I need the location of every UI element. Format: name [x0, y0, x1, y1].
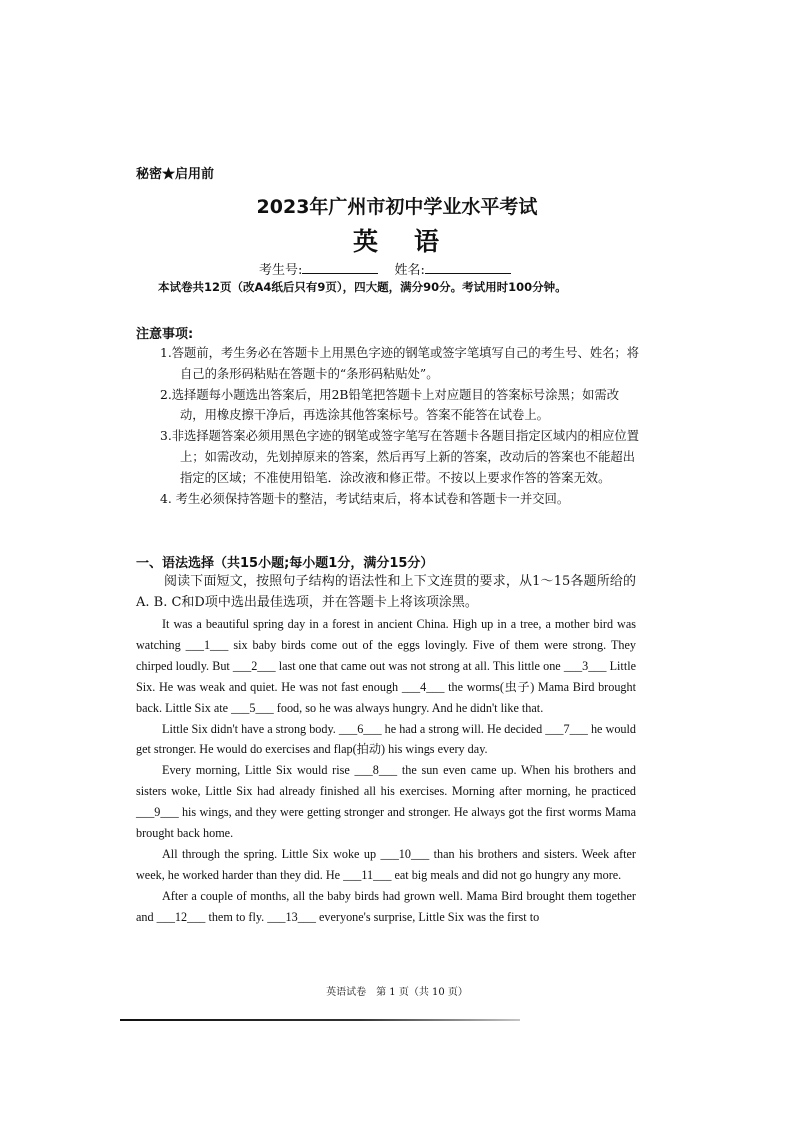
exam-title: 2023年广州市初中学业水平考试 — [256, 196, 538, 218]
candidate-number-label: 考生号: — [259, 263, 303, 278]
notice-item: 3.非选择题答案必须用黑色字迹的钢笔或签字笔写在答题卡各题目指定区域内的相应位置上；如需改动，先划掉原来的答案，然后再写上新的答案，改动后的答案也不能超出指定的区域；不准使用铅笔．涂改液和修正带。不按以上要求作答的答案无效。 — [160, 429, 640, 485]
passage-paragraph: Every morning, Little Six would rise ___8___ the sun even came up. When his brothers and sisters woke, Little Six had already finished all his exercises. Morning after morning, he practiced ___9___ his wings, and they were getting stronger and stronger. He always got the first worms Mama brought back home. — [136, 763, 636, 841]
passage-paragraph: After a couple of months, all the baby birds had grown well. Mama Bird brought them together and ___12___ them to fly. ___13___ everyone's surprise, Little Six was the first to — [136, 888, 636, 924]
subject-char: 英 — [352, 227, 380, 256]
notice-item: 2.选择题每小题选出答案后，用2B铅笔把答题卡上对应题目的答案标号涂黑；如需改动，用橡皮擦干净后，再选涂其他答案标号。答案不能答在试卷上。 — [160, 387, 619, 423]
notice-list — [160, 343, 640, 509]
passage-paragraph: All through the spring. Little Six woke up ___10___ than his brothers and sisters. Week after week, he worked harder than they did. He ___11___ eat big meals and did not go hungry any more. — [136, 846, 636, 882]
section-heading: 一、语法选择（共15小题;每小题1分，满分15分） — [136, 556, 434, 571]
subject-title — [0, 222, 794, 258]
candidate-number-blank[interactable] — [302, 260, 378, 274]
notice-item: 4. 考生必须保持答题卡的整洁，考试结束后，将本试卷和答题卡一并交回。 — [160, 491, 570, 506]
passage-paragraph: Little Six didn't have a strong body. ___6___ he had a strong will. He decided ___7___ he would get stronger. He would do exercises and flap(拍动) his wings every day. — [136, 721, 636, 757]
confidential-mark: 秘密★启用前 — [136, 167, 215, 182]
page-footer: 英语试卷 第 1 页（共 10 页） — [326, 987, 468, 998]
exam-info: 本试卷共12页（改A4纸后只有9页），四大题，满分90分。考试用时100分钟。 — [158, 280, 567, 294]
reading-passage — [136, 614, 636, 928]
notice-heading: 注意事项: — [136, 327, 194, 342]
passage-paragraph: It was a beautiful spring day in a forest in ancient China. High up in a tree, a mother bird was watching ___1___ six baby birds come out of the eggs lovingly. Five of them were strong. They chirped loudly. But ___2___ last one that came out was not strong at all. This little one ___3___ Little Six. He was weak and quiet. He was not fast enough ___4___ the worms(虫子) Mama Bird brought back. Little Six ate ___5___ food, so he was always hungry. And he didn't like that. — [136, 617, 636, 715]
subject-char: 语 — [414, 227, 442, 256]
section-instruction: 阅读下面短文，按照句子结构的语法性和上下文连贯的要求，从1～15各题所给的A. B. C和D项中选出最佳选项，并在答题卡上将该项涂黑。 — [136, 574, 636, 610]
name-label: 姓名: — [394, 263, 425, 278]
name-blank[interactable] — [425, 260, 511, 274]
notice-item: 1.答题前，考生务必在答题卡上用黑色字迹的钢笔或签字笔填写自己的考生号、姓名；将自己的条形码粘贴在答题卡的“条形码粘贴处”。 — [160, 346, 640, 381]
candidate-fields — [259, 259, 523, 278]
bottom-rule — [120, 1019, 520, 1021]
